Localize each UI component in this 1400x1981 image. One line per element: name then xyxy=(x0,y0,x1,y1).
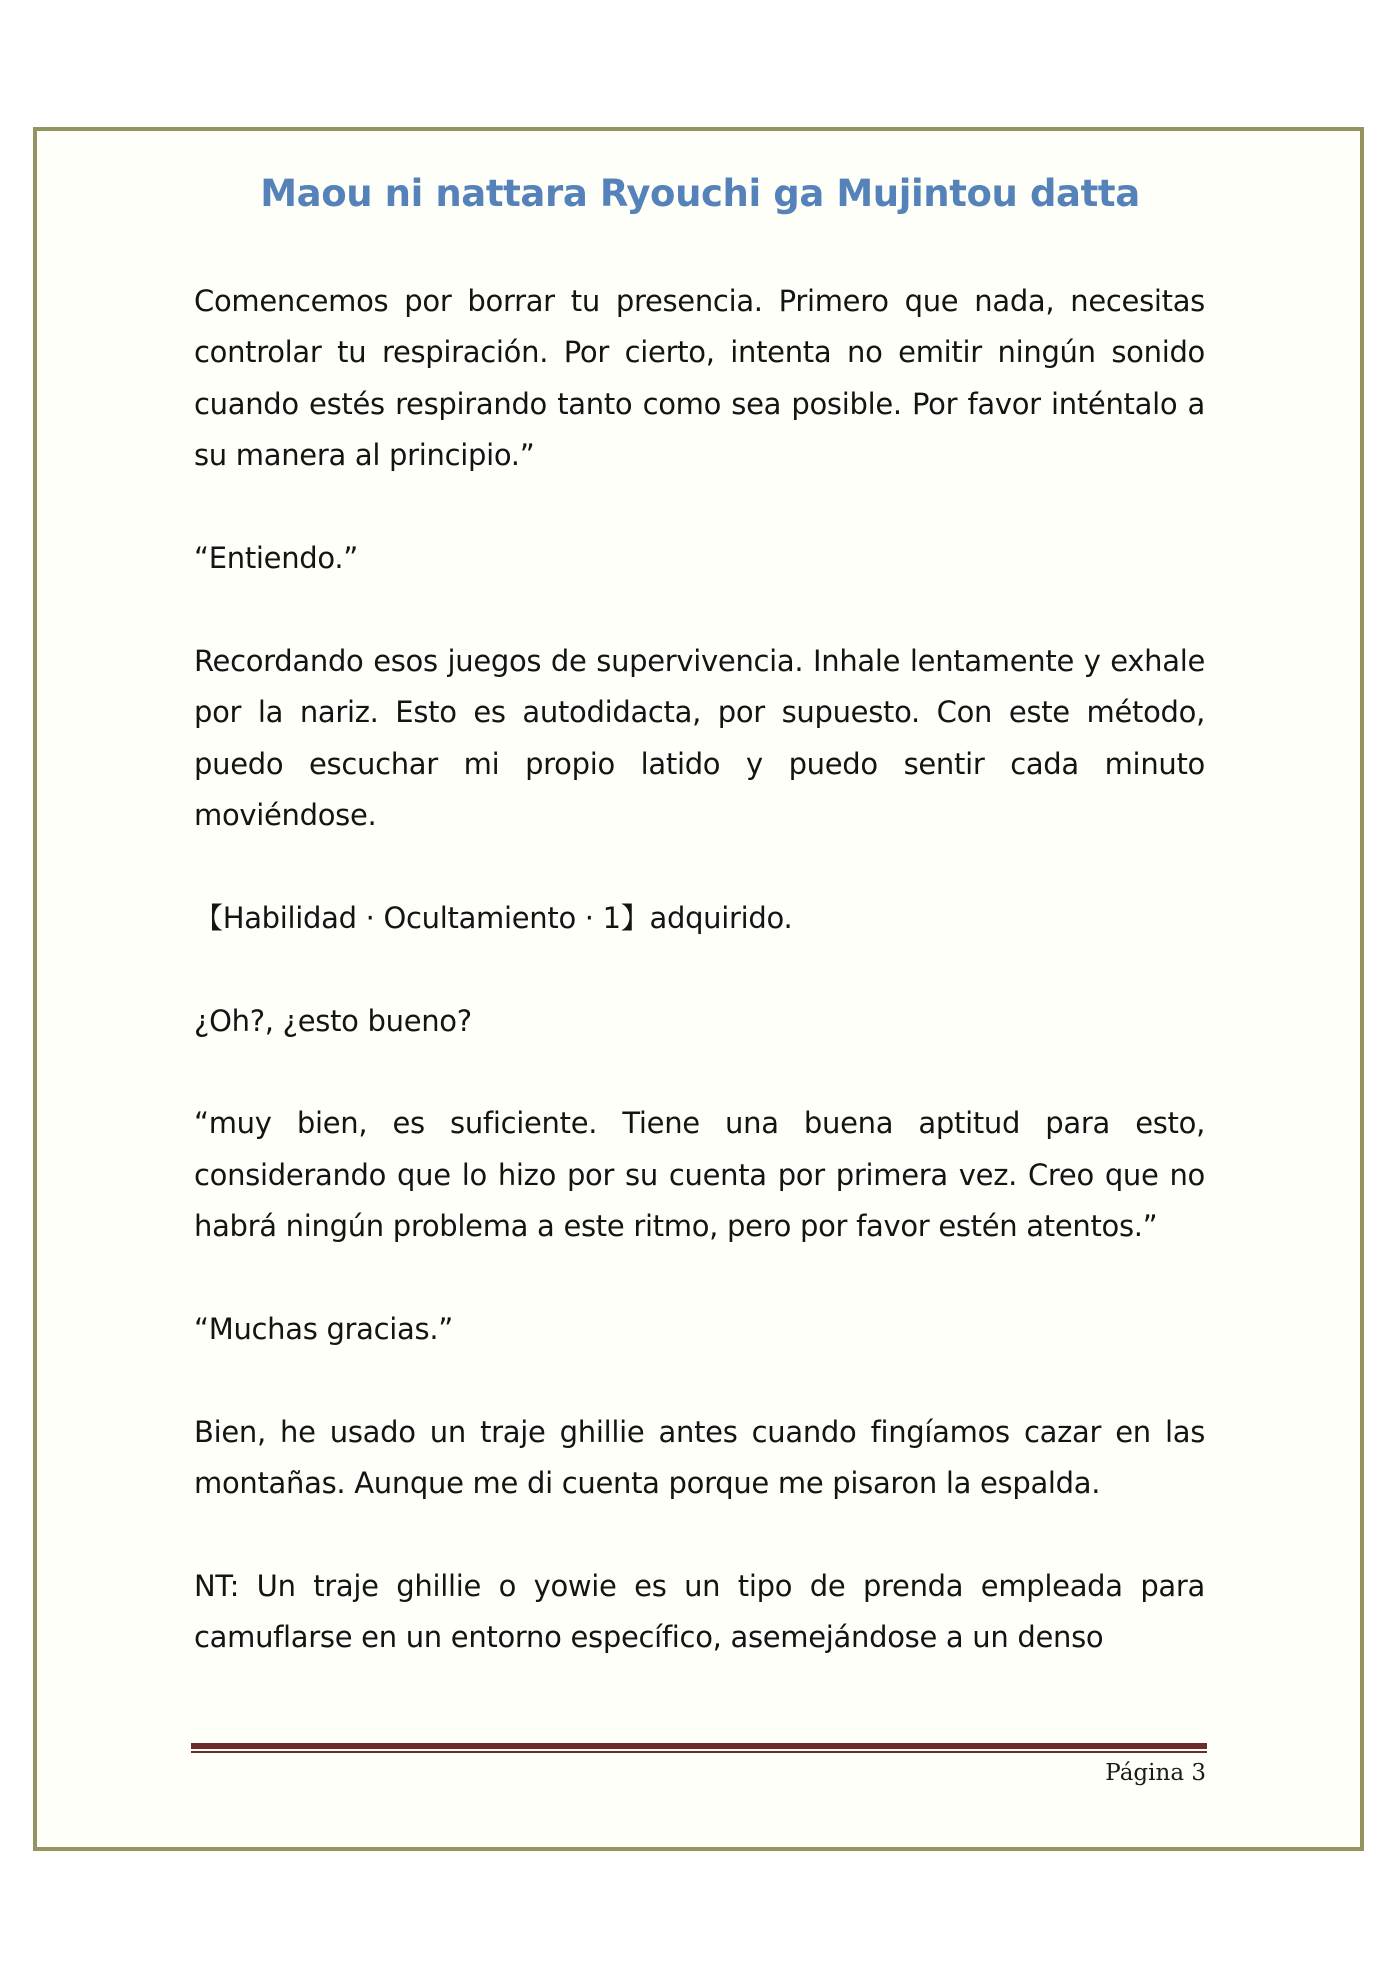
document-body xyxy=(194,276,1205,1664)
footer-divider-thin xyxy=(191,1751,1207,1753)
footer-divider xyxy=(191,1743,1207,1749)
paragraph: Recordando esos juegos de supervivencia. Inhale lentamente y exhale por la nariz. Esto es autodidacta, por supuesto. Con este método, puedo escuchar mi propio latido y puedo sentir cada minuto moviéndose. xyxy=(194,643,1205,833)
document-title: Maou ni nattara Ryouchi ga Mujintou datta xyxy=(260,172,1140,215)
page-number: Página 3 xyxy=(1105,1760,1206,1786)
paragraph: “Muchas gracias.” xyxy=(194,1312,453,1347)
paragraph: Comencemos por borrar tu presencia. Primero que nada, necesitas controlar tu respiración. Por cierto, intenta no emitir ningún sonido cuando estés respirando tanto como sea posible. Por favor inténtalo a su manera al principio.” xyxy=(194,284,1205,473)
paragraph: “Entiendo.” xyxy=(194,541,358,576)
paragraph: Bien, he usado un traje ghillie antes cuando fingíamos cazar en las montañas. Aunque me di cuenta porque me pisaron la espalda. xyxy=(194,1414,1205,1501)
paragraph: 【Habilidad · Ocultamiento · 1】adquirido. xyxy=(194,900,793,935)
paragraph: NT: Un traje ghillie o yowie es un tipo de prenda empleada para camuflarse en un entorno específico, asemejándose a un denso xyxy=(194,1569,1205,1655)
paragraph: ¿Oh?, ¿esto bueno? xyxy=(194,1003,472,1038)
paragraph: “muy bien, es suficiente. Tiene una buena aptitud para esto, considerando que lo hizo por su cuenta por primera vez. Creo que no habrá ningún problema a este ritmo, pero por favor estén atentos.” xyxy=(194,1106,1205,1244)
